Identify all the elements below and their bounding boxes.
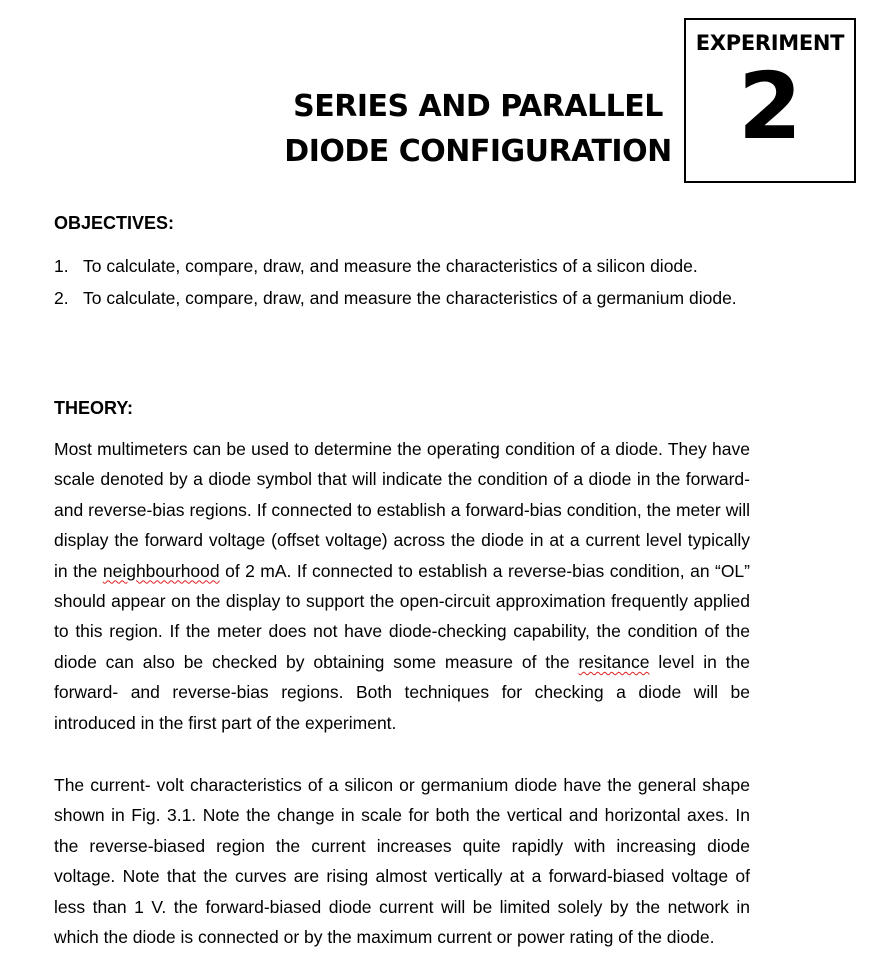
list-item-number: 1. <box>54 256 69 276</box>
paragraph-text: level in the forward- and reverse-bias regions. Both techniques for checking a diode will be introduced in the first part of the experiment. <box>54 651 750 733</box>
list-item-text: To calculate, compare, draw, and measure the characteristics of a germanium diode. <box>83 287 737 308</box>
list-item <box>54 251 754 282</box>
objectives-heading: OBJECTIVES: <box>54 213 175 233</box>
theory-paragraph-1 <box>54 434 750 738</box>
experiment-label: EXPERIMENT <box>695 31 845 55</box>
misspelled-word[interactable]: neighbourhood <box>102 560 220 581</box>
list-item-number: 2. <box>54 287 69 308</box>
list-item <box>54 283 754 314</box>
theory-paragraph-2: The current- volt characteristics of a silicon or germanium diode have the general shape shown in Fig. 3.1. Note the change in scale for both the vertical and horizontal axes. In the reverse-biased region the current increases quite rapidly with increasing diode voltage. Note that the curves are rising almost vertically at a forward-biased voltage of less than 1 V. the forward-biased diode current will be limited solely by the network in which the diode is connected or by the maximum current or power rating of the diode. <box>54 775 750 948</box>
list-item-text: To calculate, compare, draw, and measure the characteristics of a silicon diode. <box>83 256 698 276</box>
title-line-2: DIODE CONFIGURATION <box>284 134 672 169</box>
title-line-1: SERIES AND PARALLEL <box>293 89 663 124</box>
experiment-box <box>684 18 856 183</box>
theory-heading: THEORY: <box>54 398 133 418</box>
page-title <box>270 84 686 174</box>
paragraph-text: Most multimeters can be used to determine the operating condition of a diode. They have scale denoted by a diode symbol that will indicate the condition of a diode in the forward- and reverse-bias regions. If connected to establish a forward-bias condition, the meter will display the forward voltage (offset voltage) across the diode in at a current level typically in the <box>54 439 750 581</box>
experiment-number: 2 <box>737 53 802 160</box>
objectives-list <box>54 251 754 314</box>
misspelled-word[interactable]: resitance <box>578 651 650 672</box>
paragraph-text: of 2 mA. If connected to establish a reverse-bias condition, an “OL” should appear on the display to support the open-circuit approximation frequently applied to this region. If the meter does not have diode-checking capability, the condition of the diode can also be checked by obtaining some measure of the <box>54 560 750 672</box>
